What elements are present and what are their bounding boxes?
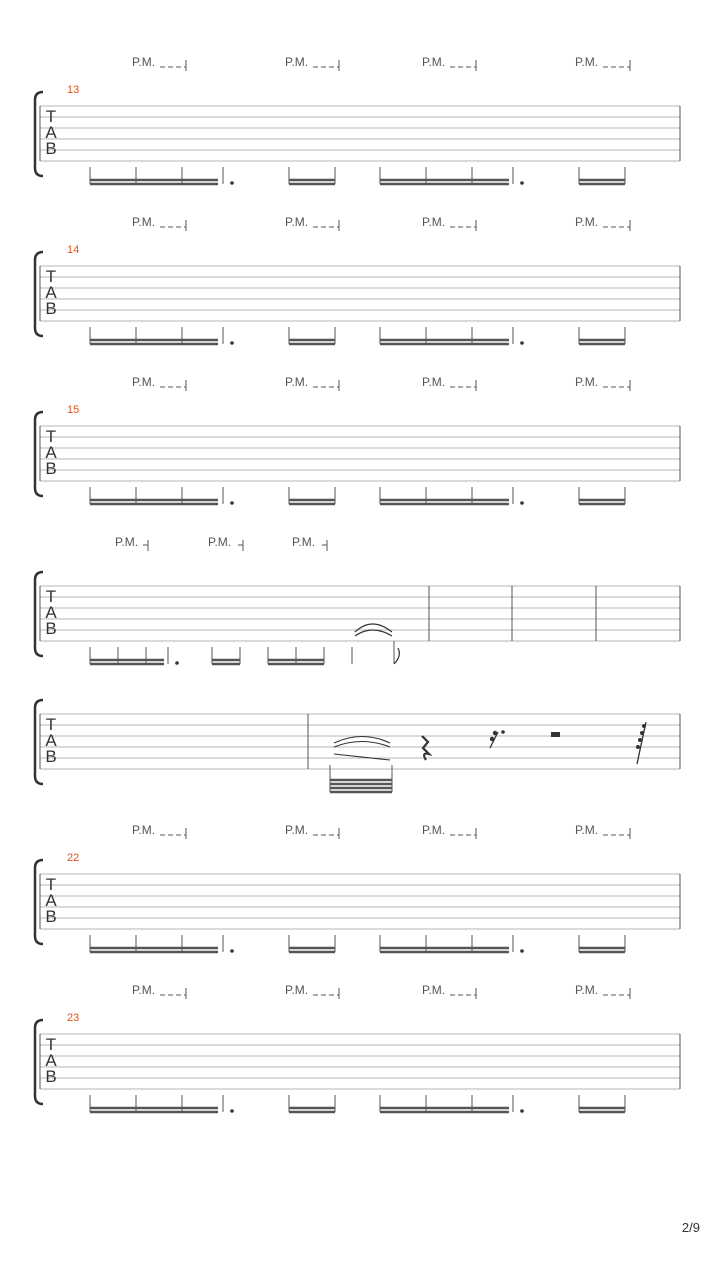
tab-system <box>35 700 680 792</box>
palm-mute-label: P.M. <box>115 535 139 549</box>
tab-clef-letter: T <box>45 107 57 126</box>
system-bracket <box>35 860 43 944</box>
dot <box>520 341 524 345</box>
rest-flag <box>642 724 646 728</box>
system-bracket <box>35 572 43 656</box>
tab-clef-letter: A <box>45 443 57 462</box>
tab-clef-letter: B <box>45 299 57 318</box>
dot <box>501 730 505 734</box>
tab-clef-letter: T <box>45 875 57 894</box>
palm-mute-label: P.M. <box>208 535 232 549</box>
palm-mute-label: P.M. <box>422 983 446 997</box>
dot <box>520 1109 524 1113</box>
tab-clef-letter: T <box>45 587 57 606</box>
system-bracket <box>35 700 43 784</box>
dot <box>230 341 234 345</box>
palm-mute-label: P.M. <box>132 983 156 997</box>
palm-mute-label: P.M. <box>285 375 309 389</box>
palm-mute-label: P.M. <box>422 375 446 389</box>
palm-mute-label: P.M. <box>575 823 599 837</box>
palm-mute-label: P.M. <box>575 375 599 389</box>
dot <box>230 1109 234 1113</box>
rest-flag <box>493 731 497 735</box>
palm-mute-label: P.M. <box>575 55 599 69</box>
system-bracket <box>35 252 43 336</box>
tab-clef-letter: T <box>45 1035 57 1054</box>
measure-number: 13 <box>67 84 80 96</box>
measure-number: 22 <box>67 852 80 864</box>
tab-clef-letter: B <box>45 139 57 158</box>
tab-system <box>35 983 680 1113</box>
dot <box>230 181 234 185</box>
tab-system <box>35 215 680 345</box>
tab-clef-letter: B <box>45 459 57 478</box>
palm-mute-label: P.M. <box>422 55 446 69</box>
palm-mute-label: P.M. <box>292 535 316 549</box>
system-bracket <box>35 92 43 176</box>
measure-number: 15 <box>67 404 80 416</box>
dot <box>520 501 524 505</box>
palm-mute-label: P.M. <box>132 375 156 389</box>
rest-flag <box>636 745 640 749</box>
system-bracket <box>35 412 43 496</box>
measure-number: 23 <box>67 1012 80 1024</box>
tab-system <box>35 55 680 185</box>
slide-line <box>334 754 390 760</box>
page-number: 2/9 <box>681 1220 700 1235</box>
dot <box>230 949 234 953</box>
tab-clef-letter: A <box>45 1051 57 1070</box>
palm-mute-label: P.M. <box>575 983 599 997</box>
rest-flag <box>640 731 644 735</box>
slur <box>355 630 392 636</box>
dot <box>520 949 524 953</box>
dot <box>520 181 524 185</box>
system-bracket <box>35 1020 43 1104</box>
palm-mute-label: P.M. <box>575 215 599 229</box>
tab-clef-letter: B <box>45 1067 57 1086</box>
palm-mute-label: P.M. <box>132 823 156 837</box>
measure-number: 14 <box>67 244 80 256</box>
tab-clef-letter: B <box>45 907 57 926</box>
tab-clef-letter: T <box>45 715 57 734</box>
dot <box>175 661 179 665</box>
tab-clef-letter: A <box>45 603 57 622</box>
quarter-rest-icon <box>422 736 429 760</box>
tab-system <box>35 823 680 953</box>
tab-clef-letter: T <box>45 267 57 286</box>
tab-clef-letter: A <box>45 731 57 750</box>
slur <box>355 624 392 632</box>
palm-mute-label: P.M. <box>132 55 156 69</box>
rest-flag <box>490 737 494 741</box>
tab-clef-letter: T <box>45 427 57 446</box>
tab-system <box>35 375 680 505</box>
half-rest-icon <box>551 732 560 737</box>
tab-clef-letter: A <box>45 283 57 302</box>
palm-mute-label: P.M. <box>422 823 446 837</box>
tab-clef-letter: B <box>45 619 57 638</box>
tab-clef-letter: A <box>45 123 57 142</box>
rest-flag <box>638 738 642 742</box>
palm-mute-label: P.M. <box>285 215 309 229</box>
flag <box>394 648 399 664</box>
palm-mute-label: P.M. <box>422 215 446 229</box>
palm-mute-label: P.M. <box>132 215 156 229</box>
dot <box>230 501 234 505</box>
tab-clef-letter: B <box>45 747 57 766</box>
palm-mute-label: P.M. <box>285 823 309 837</box>
palm-mute-label: P.M. <box>285 983 309 997</box>
tab-clef-letter: A <box>45 891 57 910</box>
tab-system <box>35 535 680 665</box>
palm-mute-label: P.M. <box>285 55 309 69</box>
slur <box>334 742 390 748</box>
